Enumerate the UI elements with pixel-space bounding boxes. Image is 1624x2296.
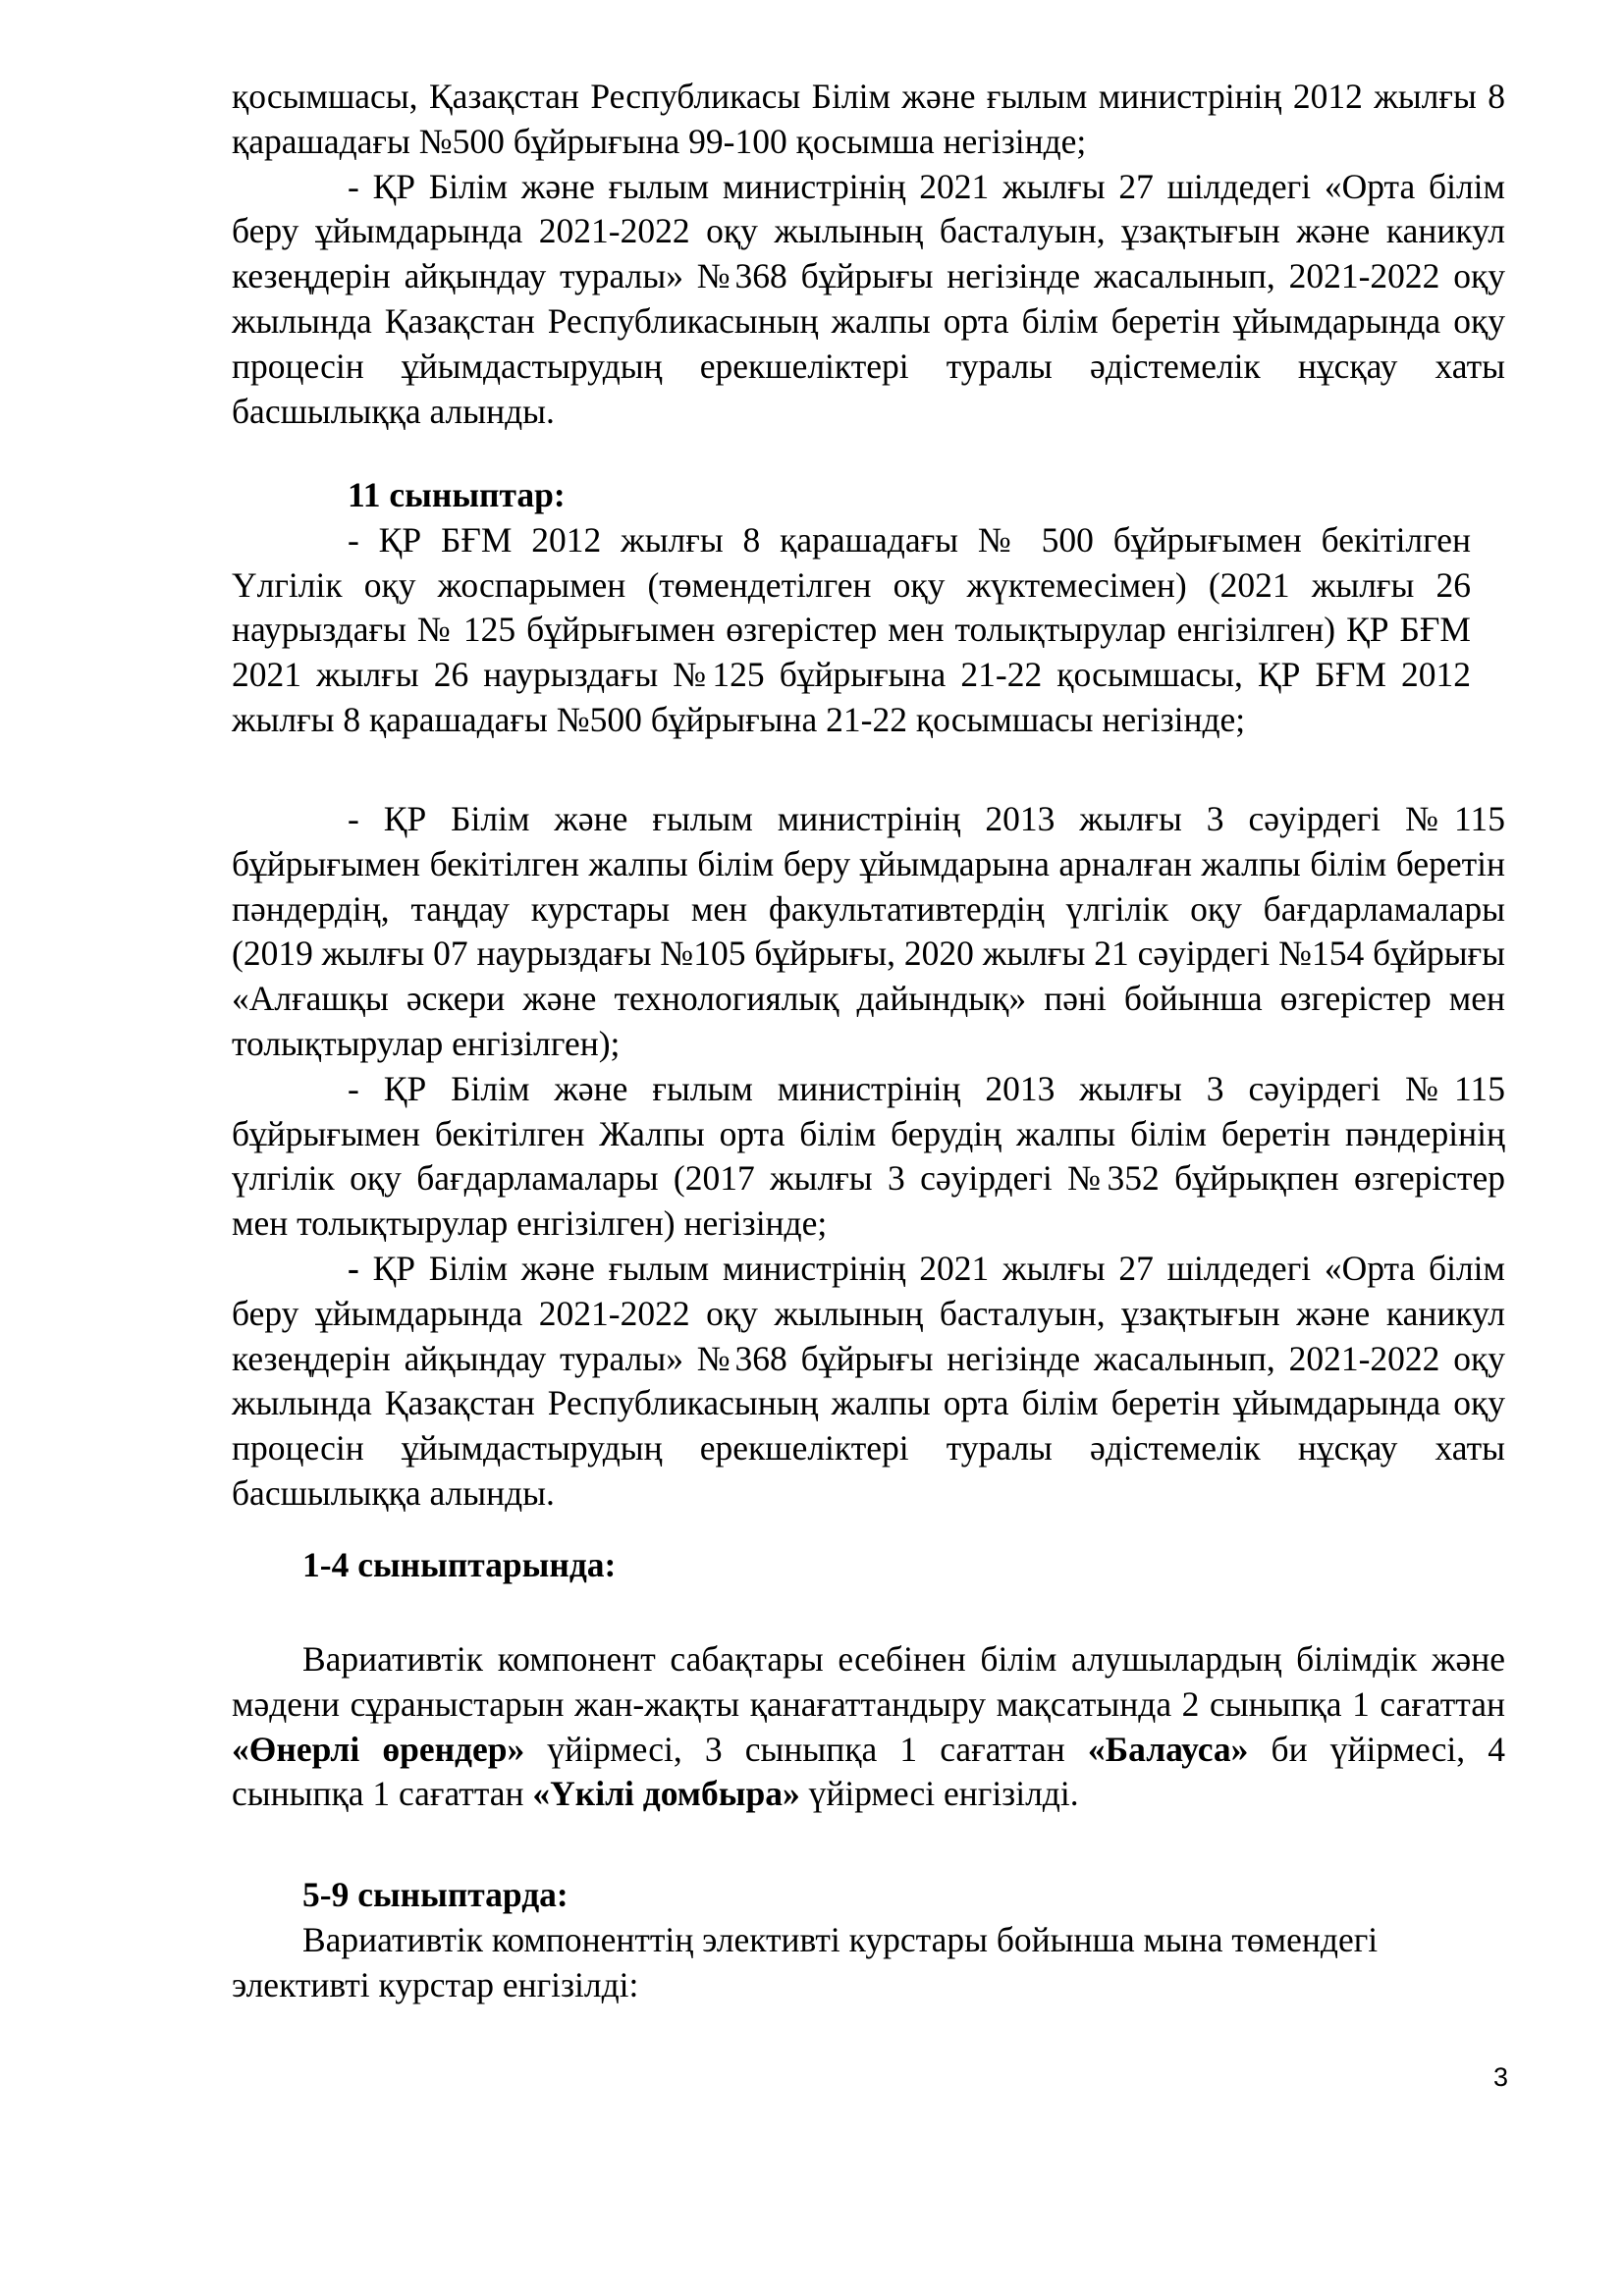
grade1-4-text-c: би үйірмесі, 4 сыныпқа 1 сағаттан [232, 1729, 1506, 1814]
grade11-paragraph-2: - ҚР Білім және ғылым министрінің 2013 жылғы 3 сәуірдегі №115 бұйрығымен бекітілген жалпы білім беру ұйымдарына арналған жалпы білім беретін пәндердің, таңдау курстары мен факультативтердің үлгілік оқу бағдарламалары (2019 жылғы 07 наурыздағы №105 бұйрығы, 2020 жылғы 21 сәуірдегі №154 бұйрығы «Алғашқы әскери және технологиялық дайындық» пәні бойынша өзгерістер мен толықтырулар енгізілген); [232, 799, 1505, 1063]
intro-section [232, 75, 1505, 434]
grade11-section-continued [232, 797, 1505, 1517]
grade1-4-text-a: Вариативтік компонент сабақтары есебінен білім алушылардың білімдік және мәдени сұраныстарын жан-жақты қанағаттандыру мақсатында 2 сыныпқа 1 сағаттан [232, 1639, 1505, 1724]
club-name-ukili-dombyra: «Үкілі домбыра» [532, 1774, 800, 1814]
grade5-9-heading: 5-9 сыныптарда: [302, 1875, 568, 1914]
grade11-section [232, 473, 1471, 743]
club-name-onerli-orender: «Өнерлі өрендер» [232, 1729, 525, 1769]
intro-paragraph-2: - ҚР Білім және ғылым министрінің 2021 жылғы 27 шілдедегі «Орта білім беру ұйымдарында 2021-2022 оқу жылының басталуын, ұзақтығын және каникул кезеңдерін айқындау туралы» №368 бұйрығы негізінде жасалынып, 2021-2022 оқу жылында Қазақстан Республикасының жалпы орта білім беретін ұйымдарында оқу процесін ұйымдастырудың ерекшеліктері туралы әдістемелік нұсқау хаты басшылыққа алынды. [232, 166, 1505, 431]
grade5-9-section [232, 1873, 1505, 2007]
club-name-balausa: «Балауса» [1087, 1729, 1249, 1769]
grade1-4-heading: 1-4 сыныптарында: [302, 1545, 617, 1584]
grade1-4-text-d: үйірмесі енгізілді. [799, 1774, 1079, 1814]
grade11-heading: 11 сыныптар: [348, 475, 566, 514]
page-number: 3 [1493, 2062, 1509, 2092]
grade11-paragraph-4-text: ҚР Білім және ғылым министрінің 2021 жылғы 27 шілдедегі «Орта білім беру ұйымдарында 2021-2022 оқу жылының басталуын, ұзақтығын және каникул кезеңдерін айқындау туралы» №368 бұйрығы негізінде жасалынып, 2021-2022 оқу жылында Қазақстан Республикасының жалпы орта білім беретін ұйымдарында оқу процесін ұйымдастырудың ерекшеліктері туралы әдістемелік нұсқау хаты басшылыққа алынды. [232, 1248, 1505, 1513]
intro-paragraph-1: қосымшасы, Қазақстан Республикасы Білім және ғылым министрінің 2012 жылғы 8 қарашадағы №500 бұйрығына 99-100 қосымша негізінде; [232, 77, 1505, 161]
grade1-4-paragraph [232, 1637, 1505, 1817]
grade11-paragraph-4-dash: - [348, 1248, 359, 1288]
grade1-4-body [232, 1637, 1505, 1817]
grade11-paragraph-4 [232, 1247, 1505, 1517]
grade11-paragraph-3: - ҚР Білім және ғылым министрінің 2013 жылғы 3 сәуірдегі №115 бұйрығымен бекітілген Жалпы орта білім берудің жалпы білім беретін пәндерінің үлгілік оқу бағдарламалары (2017 жылғы 3 сәуірдегі №352 бұйрықпен өзгерістер мен толықтырулар енгізілген) негізінде; [232, 1068, 1505, 1244]
grade11-paragraph-1: - ҚР БҒМ 2012 жылғы 8 қарашадағы № 500 бұйрығымен бекітілген Үлгілік оқу жоспарымен (төмендетілген оқу жүктемесімен) (2021 жылғы 26 наурыздағы № 125 бұйрығымен өзгерістер мен толықтырулар енгізілген) ҚР БҒМ 2021 жылғы 26 наурыздағы №125 бұйрығына 21-22 қосымшасы, ҚР БҒМ 2012 жылғы 8 қарашадағы №500 бұйрығына 21-22 қосымшасы негізінде; [232, 519, 1471, 739]
grade1-4-text-b: үйірмесі, 3 сыныпқа 1 сағаттан [524, 1729, 1088, 1769]
grade5-9-paragraph: Вариативтік компоненттің элективті курстары бойынша мына төмендегі элективті курстар енгізілді: [232, 1919, 1379, 2004]
grade1-4-section [232, 1543, 1505, 1588]
